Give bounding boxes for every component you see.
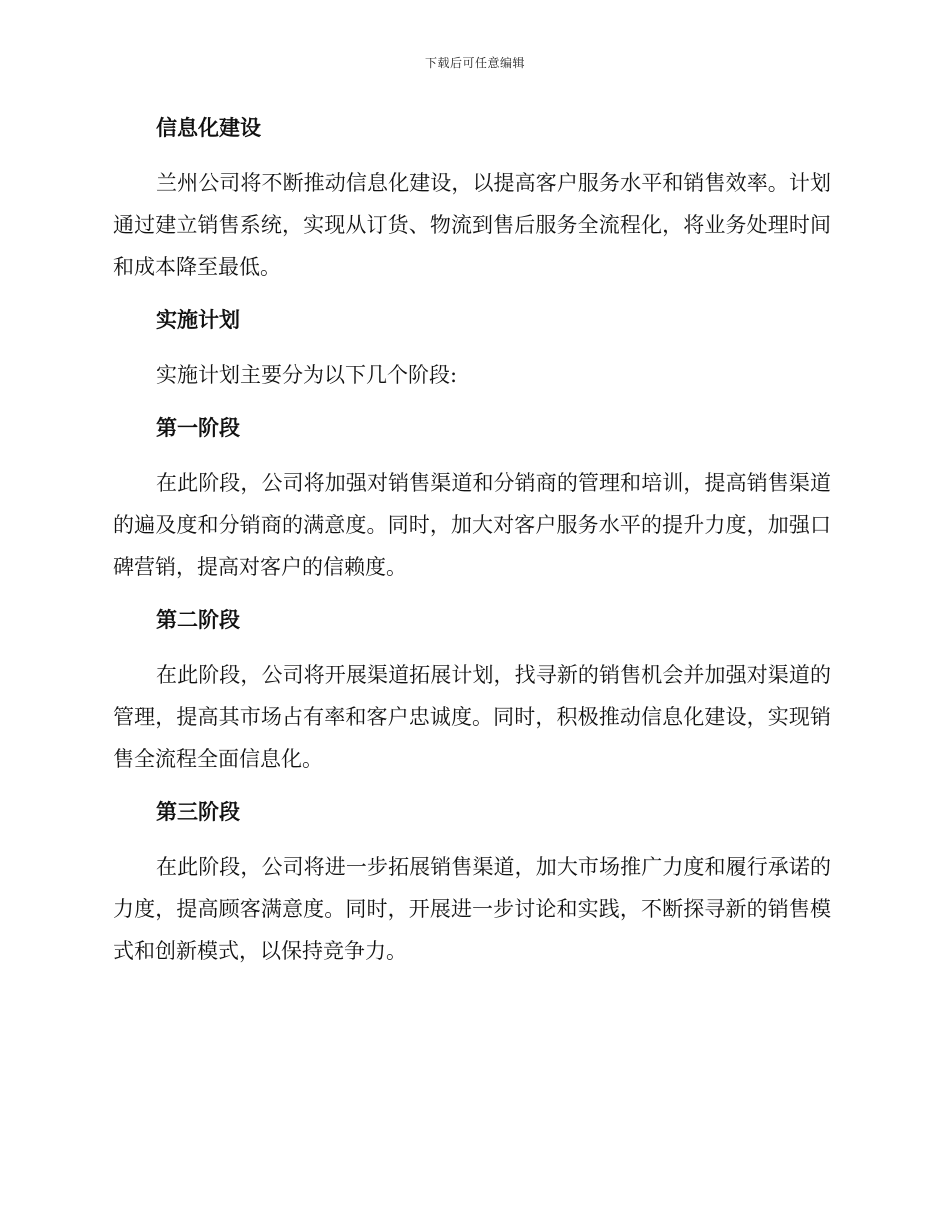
section-paragraph-implementation-plan: 实施计划主要分为以下几个阶段: (156, 363, 458, 387)
section-heading-informatization: 信息化建设 (156, 116, 261, 140)
header-note: 下载后可任意编辑 (424, 56, 525, 70)
section-paragraph-informatization: 兰州公司将不断推动信息化建设，以提高客户服务水平和销售效率。计划通过建立销售系统，实现从订货、物流到售后服务全流程化，将业务处理时间和成本降至最低。 (113, 171, 831, 279)
section-heading-phase-three: 第三阶段 (156, 800, 240, 824)
section-heading-phase-two: 第二阶段 (156, 608, 240, 632)
section-paragraph-phase-three: 在此阶段，公司将进一步拓展销售渠道，加大市场推广力度和履行承诺的力度，提高顾客满意度。同时，开展进一步讨论和实践，不断探寻新的销售模式和创新模式，以保持竞争力。 (113, 855, 831, 963)
section-heading-implementation-plan: 实施计划 (156, 308, 240, 332)
section-paragraph-phase-two: 在此阶段，公司将开展渠道拓展计划，找寻新的销售机会并加强对渠道的管理，提高其市场占有率和客户忠诚度。同时，积极推动信息化建设，实现销售全流程全面信息化。 (113, 663, 831, 771)
document-body (113, 108, 831, 972)
section-paragraph-phase-one: 在此阶段，公司将加强对销售渠道和分销商的管理和培训，提高销售渠道的遍及度和分销商的满意度。同时，加大对客户服务水平的提升力度，加强口碑营销，提高对客户的信赖度。 (113, 471, 831, 579)
section-heading-phase-one: 第一阶段 (156, 416, 240, 440)
